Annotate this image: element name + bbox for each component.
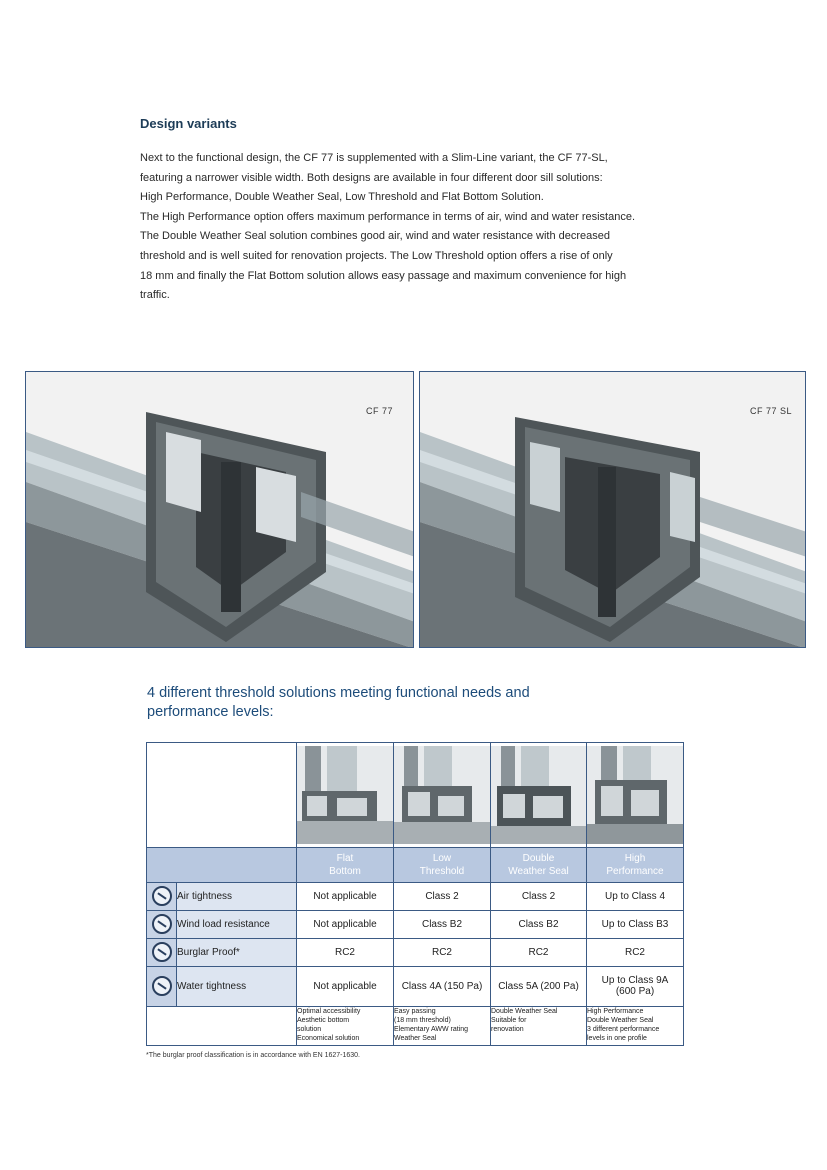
header-row [147, 847, 684, 882]
notes-row [147, 1006, 684, 1045]
cell: Class 4A (150 Pa) [394, 966, 491, 1006]
note-double-weather-seal: Double Weather Seal Suitable for renovation [491, 1006, 587, 1045]
footnote: *The burglar proof classification is in accordance with EN 1627-1630. [146, 1052, 361, 1059]
cell: Class 5A (200 Pa) [491, 966, 587, 1006]
double-weather-seal-thumb [491, 743, 587, 848]
cf77-photo [25, 371, 414, 648]
row-label: Water tightness [177, 966, 297, 1006]
row-label: Wind load resistance [177, 910, 297, 938]
col-header-flat-bottom: Flat Bottom [297, 847, 394, 882]
cell: RC2 [394, 938, 491, 966]
cell: Class 2 [491, 882, 587, 910]
thumbnail-row [147, 743, 684, 848]
air-tightness-icon [152, 886, 172, 906]
table-row [147, 882, 684, 910]
low-threshold-thumb [394, 743, 491, 848]
intro-line: Next to the functional design, the CF 77 is supplemented with a Slim-Line variant, the CF 77-SL, [140, 152, 608, 164]
intro-text [140, 149, 700, 306]
intro-line: threshold and is well suited for renovation projects. The Low Threshold option offers a rise of only [140, 249, 613, 262]
section-title: Design variants [140, 116, 237, 131]
intro-line: featuring a narrower visible width. Both designs are available in four different door sill solutions: [140, 171, 603, 184]
cell: Not applicable [297, 910, 394, 938]
cell: Class B2 [491, 910, 587, 938]
cell: RC2 [297, 938, 394, 966]
intro-line: traffic. [140, 289, 170, 302]
table-corner [147, 743, 297, 848]
wind-load-icon [152, 914, 172, 934]
cell: Class B2 [394, 910, 491, 938]
cell: Not applicable [297, 882, 394, 910]
col-header-double-weather-seal: Double Weather Seal [491, 847, 587, 882]
note-high-performance: High Performance Double Weather Seal 3 different performance levels in one profile [587, 1006, 684, 1045]
cf77sl-profile-illustration [420, 372, 806, 648]
threshold-headline: 4 different threshold solutions meeting functional needs and performance levels: [147, 685, 530, 720]
cf77-profile-illustration [26, 372, 414, 648]
cell: Up to Class 9A (600 Pa) [587, 966, 684, 1006]
table-row [147, 966, 684, 1006]
notes-blank [147, 1006, 297, 1045]
flat-bottom-thumb [297, 743, 394, 848]
table-row [147, 938, 684, 966]
header-blank [147, 847, 297, 882]
col-header-high-performance: High Performance [587, 847, 684, 882]
cf77sl-photo [419, 371, 806, 648]
threshold-table [146, 742, 684, 1046]
cf77sl-label: CF 77 SL [750, 406, 793, 416]
water-tightness-icon [152, 976, 172, 996]
note-low-threshold: Easy passing (18 mm threshold) Elementary AWW rating Weather Seal [394, 1006, 491, 1045]
intro-line: 18 mm and finally the Flat Bottom solution allows easy passage and maximum convenience for high [140, 269, 627, 282]
high-performance-thumb [587, 743, 684, 848]
cell: RC2 [587, 938, 684, 966]
note-flat-bottom: Optimal accessibility Aesthetic bottom solution Economical solution [297, 1006, 394, 1045]
cell: Up to Class 4 [587, 882, 684, 910]
row-label: Air tightness [177, 882, 297, 910]
intro-line: High Performance, Double Weather Seal, Low Threshold and Flat Bottom Solution. [140, 191, 544, 204]
burglar-proof-icon [152, 942, 172, 962]
cell: RC2 [491, 938, 587, 966]
cf77-label: CF 77 [366, 406, 394, 416]
col-header-low-threshold: Low Threshold [394, 847, 491, 882]
intro-line: The High Performance option offers maximum performance in terms of air, wind and water resistance. [140, 210, 636, 223]
cell: Class 2 [394, 882, 491, 910]
cell: Not applicable [297, 966, 394, 1006]
table-row [147, 910, 684, 938]
intro-line: The Double Weather Seal solution combines good air, wind and water resistance with decreased [140, 230, 611, 243]
cell: Up to Class B3 [587, 910, 684, 938]
row-label: Burglar Proof* [177, 938, 297, 966]
